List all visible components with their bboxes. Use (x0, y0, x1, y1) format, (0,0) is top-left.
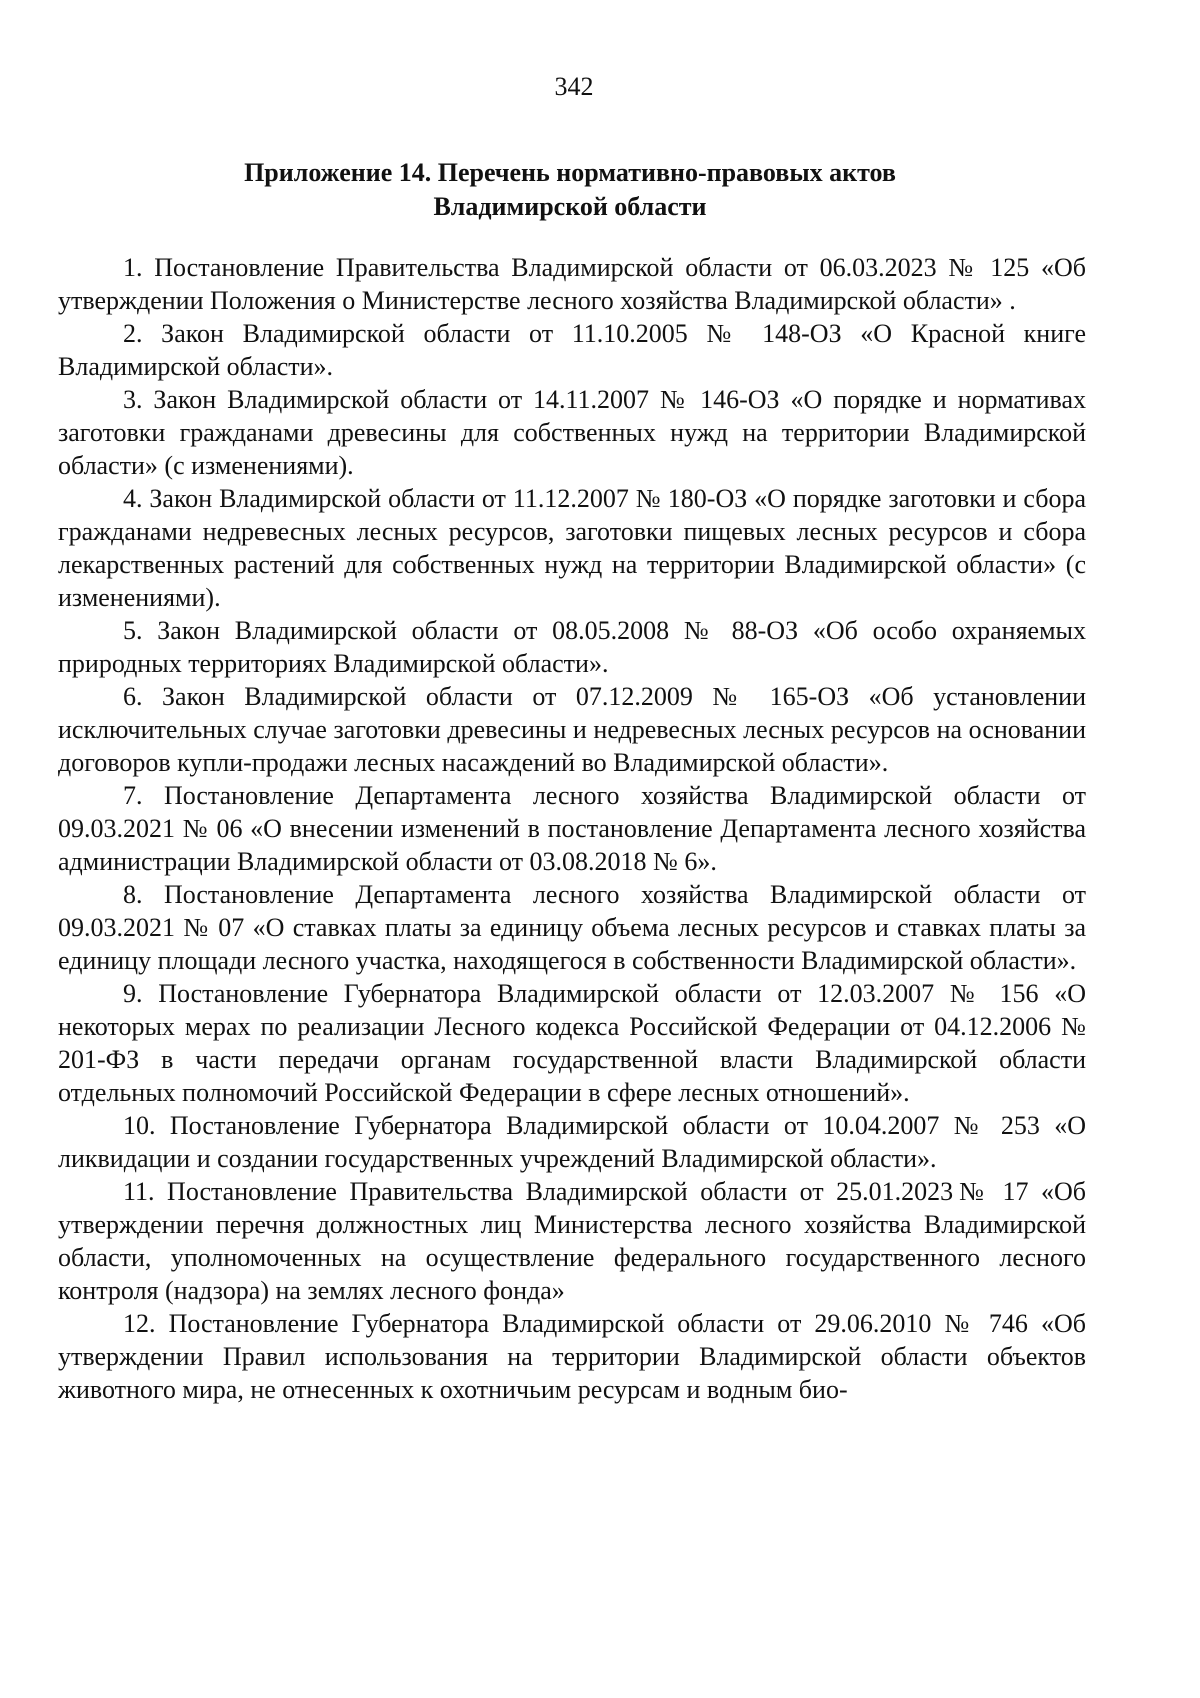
title-line-2: Владимирской области (433, 192, 707, 221)
acts-list (58, 251, 1086, 1406)
list-item: 7. Постановление Департамента лесного хозяйства Владимирской области от 09.03.2021 № 06 «О внесении изменений в постановление Департамента лесного хозяйства администрации Владимирской области от 03.08.2018 № 6». (58, 781, 1086, 876)
list-item: 5. Закон Владимирской области от 08.05.2008 № 88-ОЗ «Об особо охраняемых природных территориях Владимирской области». (58, 616, 1086, 678)
list-item: 10. Постановление Губернатора Владимирской области от 10.04.2007 № 253 «О ликвидации и создании государственных учреждений Владимирской области». (58, 1111, 1086, 1173)
list-item: 11. Постановление Правительства Владимирской области от 25.01.2023№ 17 «Об утверждении перечня должностных лиц Министерства лесного хозяйства Владимирской области, уполномоченных на осуществление федерального государственного лесного контроля (надзора) на землях лесного фонда» (58, 1177, 1086, 1305)
list-item: 4. Закон Владимирской области от 11.12.2007 № 180-ОЗ «О порядке заготовки и сбора гражданами недревесных лесных ресурсов, заготовки пищевых лесных ресурсов и сбора лекарственных растений для собственных нужд на территории Владимирской области» (с изменениями). (58, 484, 1086, 612)
list-item: 3. Закон Владимирской области от 14.11.2007 № 146-ОЗ «О порядке и нормативах заготовки гражданами древесины для собственных нужд на территории Владимирской области» (с изменениями). (58, 385, 1086, 480)
list-item: 12. Постановление Губернатора Владимирской области от 29.06.2010 № 746 «Об утверждении Правил использования на территории Владимирской области объектов животного мира, не отнесенных к охотничьим ресурсам и водным био- (58, 1309, 1086, 1404)
list-item: 6. Закон Владимирской области от 07.12.2009 № 165-ОЗ «Об установлении исключительных случае заготовки древесины и недревесных лесных ресурсов на основании договоров купли-продажи лесных насаждений во Владимирской области». (58, 682, 1086, 777)
list-item: 1. Постановление Правительства Владимирской области от 06.03.2023 № 125 «Об утверждении Положения о Министерстве лесного хозяйства Владимирской области» . (58, 253, 1086, 315)
list-item: 8. Постановление Департамента лесного хозяйства Владимирской области от 09.03.2021 № 07 «О ставках платы за единицу объема лесных ресурсов и ставках платы за единицу площади лесного участка, находящегося в собственности Владимирской области». (58, 880, 1086, 975)
page-title (130, 156, 1010, 224)
title-line-1: Приложение 14. Перечень нормативно-правовых актов (244, 158, 896, 187)
list-item: 2. Закон Владимирской области от 11.10.2005 № 148-ОЗ «О Красной книге Владимирской области». (58, 319, 1086, 381)
list-item: 9. Постановление Губернатора Владимирской области от 12.03.2007 № 156 «О некоторых мерах по реализации Лесного кодекса Российской Федерации от 04.12.2006 № 201-ФЗ в части передачи органам государственной власти Владимирской области отдельных полномочий Российской Федерации в сфере лесных отношений». (58, 979, 1086, 1107)
page-number: 342 (554, 72, 594, 101)
